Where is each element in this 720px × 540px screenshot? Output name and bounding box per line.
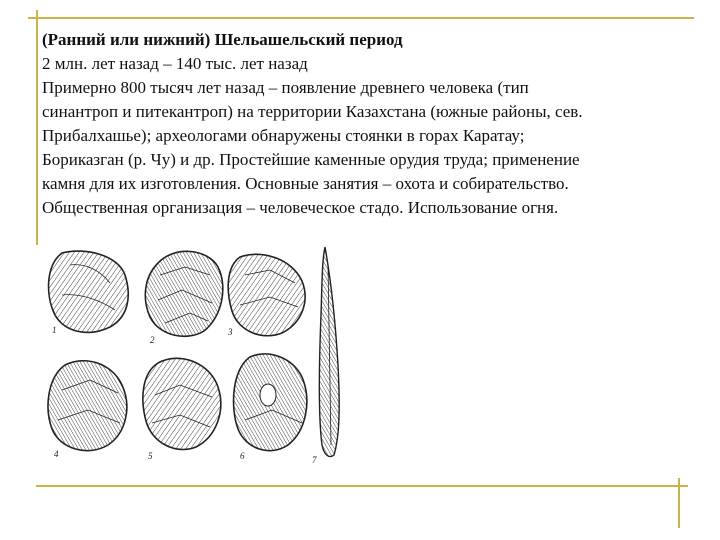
frame-left-line bbox=[36, 10, 38, 245]
text-line-7: Общественная организация – человеческое стадо. Использование огня. bbox=[42, 198, 559, 217]
frame-top-line bbox=[28, 17, 694, 19]
stone-tool-5 bbox=[143, 358, 221, 449]
text-line-3: синантроп и питекантроп) на территории Казахстана (южные районы, сев. bbox=[42, 102, 583, 121]
stone-tool-4 bbox=[48, 361, 127, 451]
stone-tool-1 bbox=[49, 251, 129, 332]
text-line-1: 2 млн. лет назад – 140 тыс. лет назад bbox=[42, 54, 308, 73]
slide-title: (Ранний или нижний) Шельашельский период bbox=[42, 30, 403, 49]
stone-tool-6 bbox=[234, 354, 307, 451]
tool-number-1: 1 bbox=[52, 325, 57, 335]
stone-tool-3 bbox=[228, 254, 305, 335]
tool-number-3: 3 bbox=[228, 327, 233, 337]
tool-number-2: 2 bbox=[150, 335, 155, 345]
stone-tool-2 bbox=[145, 251, 222, 336]
text-line-4: Прибалхашье); археологами обнаружены стоянки в горах Каратау; bbox=[42, 126, 525, 145]
stone-tools-illustration bbox=[40, 245, 350, 470]
frame-right-line bbox=[678, 478, 680, 528]
stone-tool-7 bbox=[319, 247, 339, 457]
tool-number-4: 4 bbox=[54, 449, 59, 459]
slide-text bbox=[42, 28, 682, 220]
frame-bottom-line bbox=[36, 485, 688, 487]
tool-number-5: 5 bbox=[148, 451, 153, 461]
text-line-6: камня для их изготовления. Основные занятия – охота и собирательство. bbox=[42, 174, 569, 193]
text-line-2: Примерно 800 тысяч лет назад – появление древнего человека (тип bbox=[42, 78, 529, 97]
text-line-5: Бориказган (р. Чу) и др. Простейшие каменные орудия труда; применение bbox=[42, 150, 580, 169]
tool-number-6: 6 bbox=[240, 451, 245, 461]
tool-number-7: 7 bbox=[312, 455, 317, 465]
